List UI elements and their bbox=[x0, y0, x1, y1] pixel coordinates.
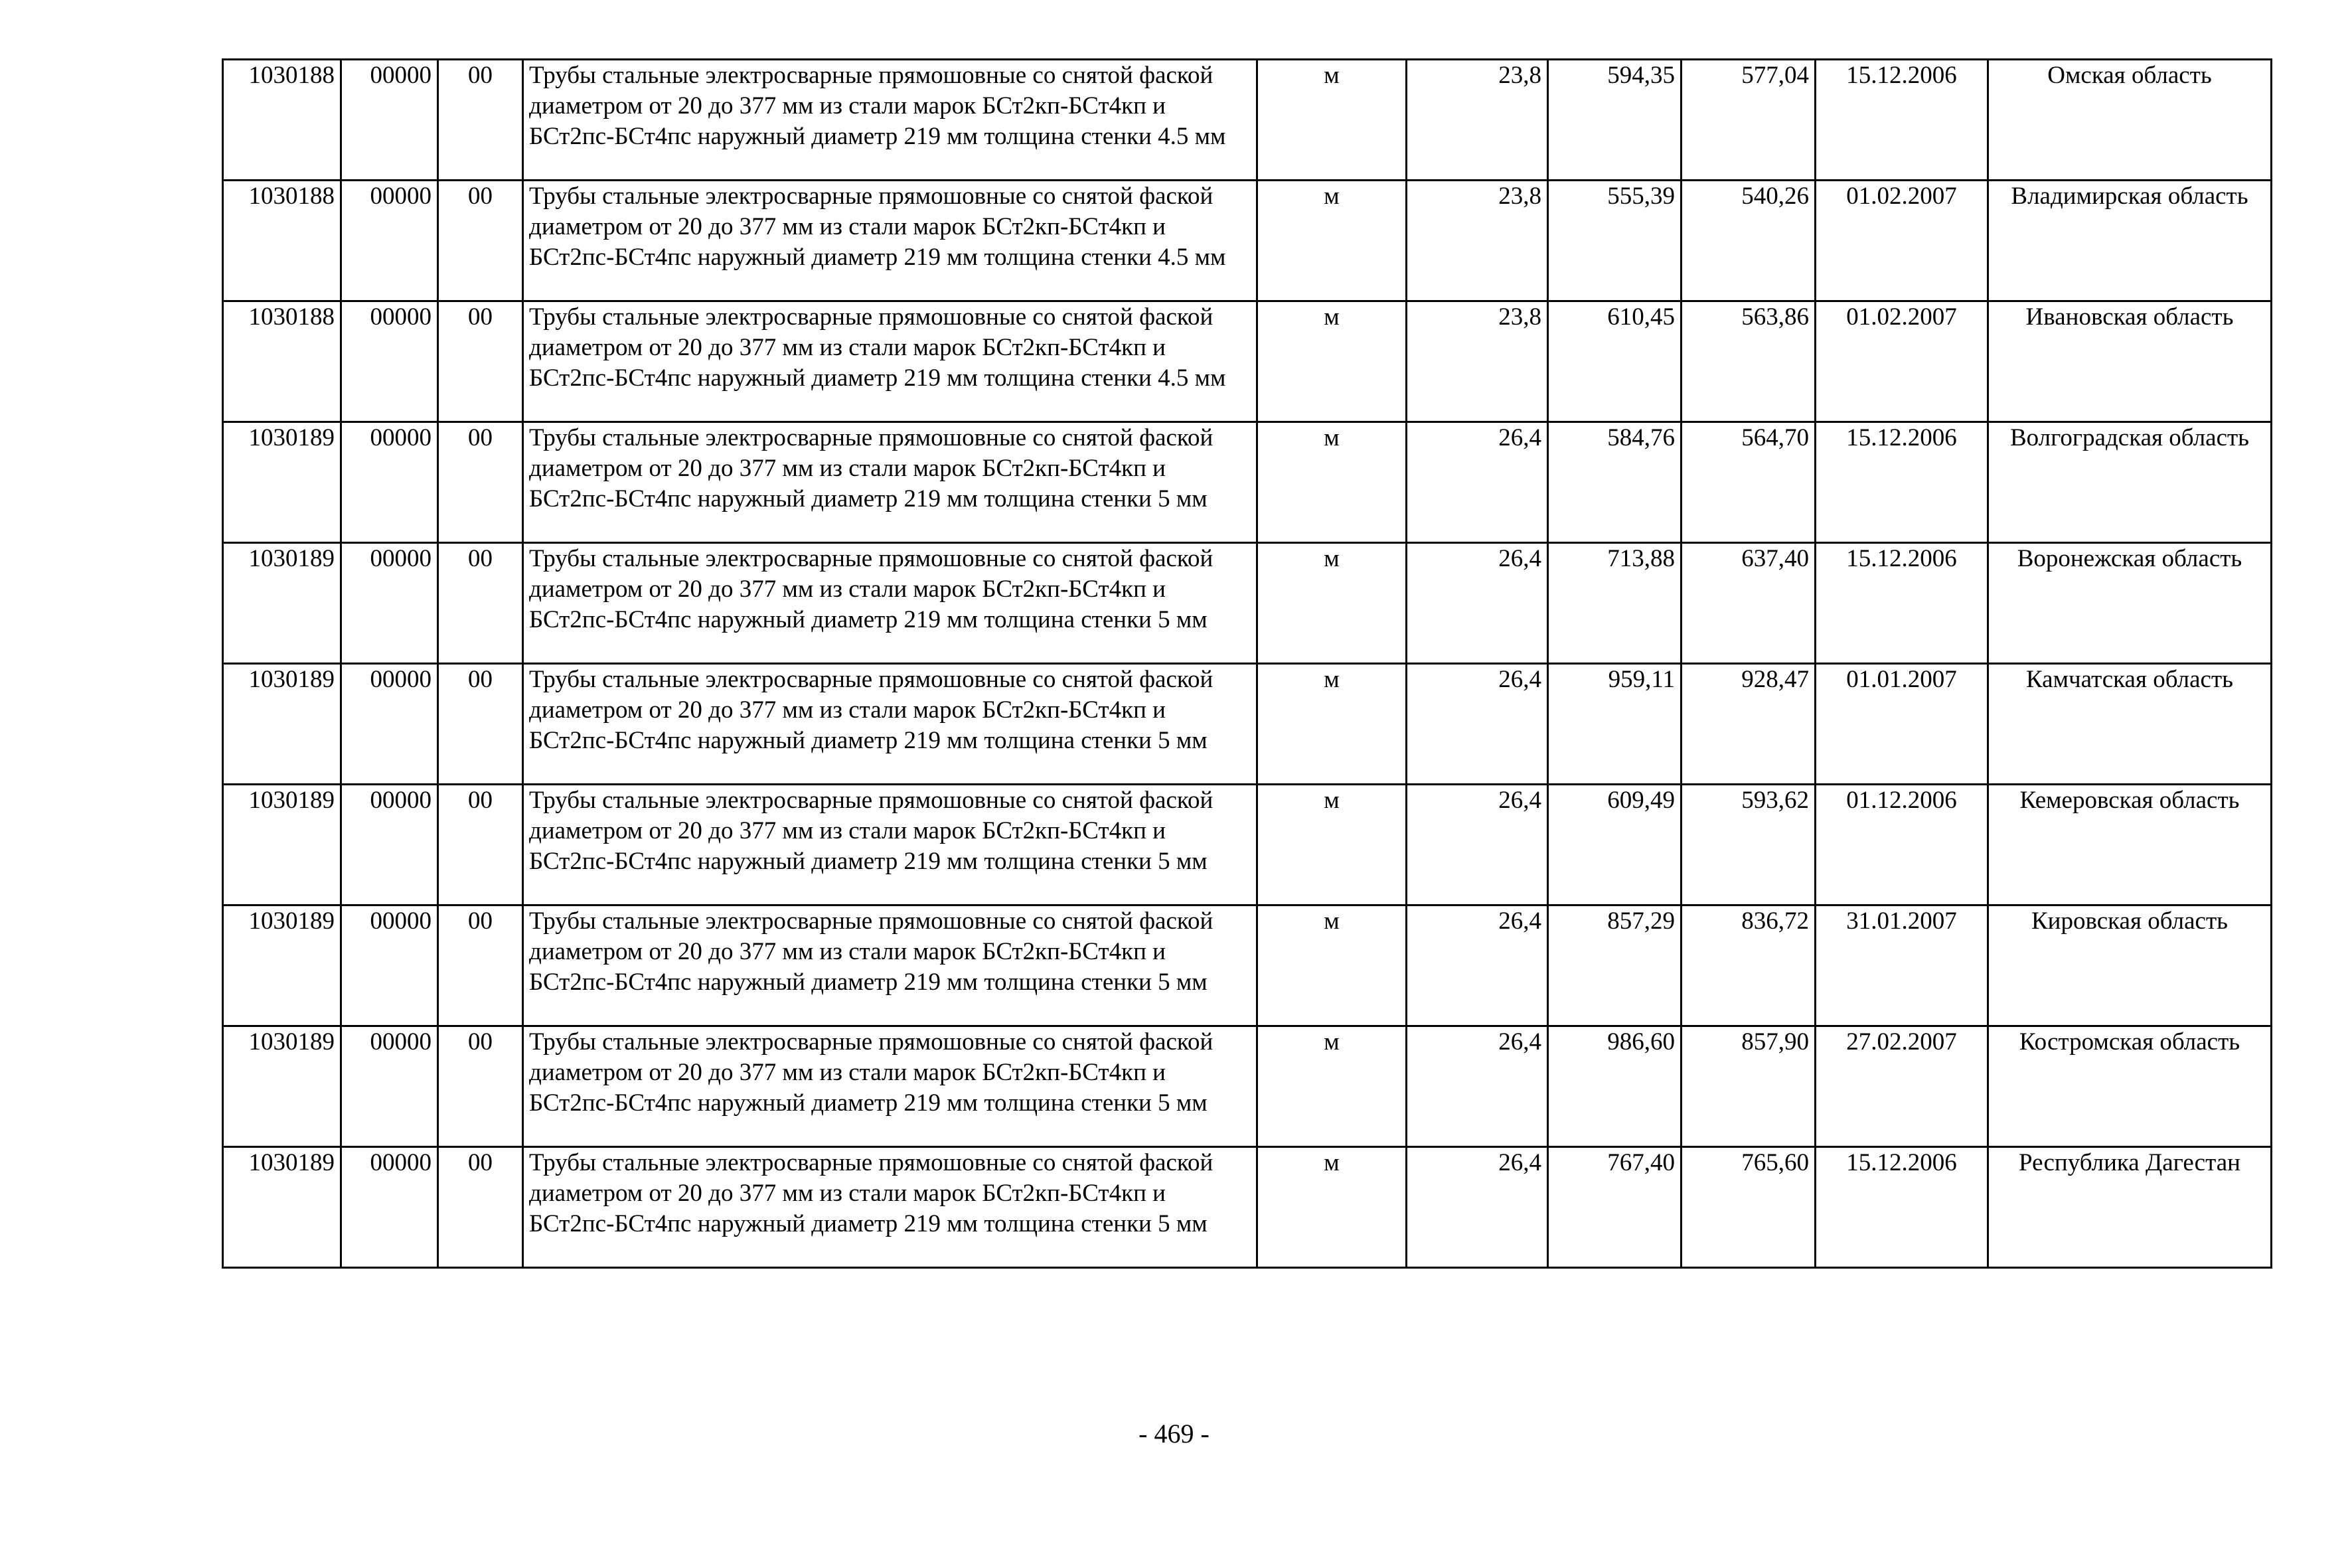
weight-cell: 26,4 bbox=[1407, 785, 1548, 905]
class-code-cell: 00 bbox=[438, 543, 523, 664]
class-code-cell: 00 bbox=[438, 1026, 523, 1147]
weight-cell: 26,4 bbox=[1407, 905, 1548, 1026]
sub-code-cell: 00000 bbox=[341, 785, 438, 905]
table-row bbox=[223, 181, 2272, 301]
unit-cell: м bbox=[1257, 905, 1407, 1026]
resource-name-cell: Трубы стальные электросварные прямошовные со снятой фаской диаметром от 20 до 377 мм из стали марок БСт2кп-БСт4кп и БСт2пс-БСт4пс наружный диаметр 219 мм толщина стенки 5 мм bbox=[523, 1026, 1257, 1147]
resource-name-cell: Трубы стальные электросварные прямошовные со снятой фаской диаметром от 20 до 377 мм из стали марок БСт2кп-БСт4кп и БСт2пс-БСт4пс наружный диаметр 219 мм толщина стенки 4.5 мм bbox=[523, 60, 1257, 181]
region-cell: Волгоградская область bbox=[1988, 422, 2272, 543]
page-number: - 469 - bbox=[1138, 1419, 1210, 1449]
weight-cell: 26,4 bbox=[1407, 664, 1548, 785]
table-row bbox=[223, 543, 2272, 664]
resource-code-cell: 1030189 bbox=[223, 1026, 341, 1147]
resource-name-cell: Трубы стальные электросварные прямошовные со снятой фаской диаметром от 20 до 377 мм из стали марок БСт2кп-БСт4кп и БСт2пс-БСт4пс наружный диаметр 219 мм толщина стенки 5 мм bbox=[523, 1147, 1257, 1268]
weight-cell: 26,4 bbox=[1407, 422, 1548, 543]
resource-name-cell: Трубы стальные электросварные прямошовные со снятой фаской диаметром от 20 до 377 мм из стали марок БСт2кп-БСт4кп и БСт2пс-БСт4пс наружный диаметр 219 мм толщина стенки 5 мм bbox=[523, 664, 1257, 785]
price-cell: 857,90 bbox=[1682, 1026, 1816, 1147]
date-cell: 15.12.2006 bbox=[1816, 1147, 1988, 1268]
unit-cell: м bbox=[1257, 422, 1407, 543]
date-cell: 15.12.2006 bbox=[1816, 543, 1988, 664]
price-cell: 857,29 bbox=[1548, 905, 1682, 1026]
date-cell: 15.12.2006 bbox=[1816, 422, 1988, 543]
region-cell: Кемеровская область bbox=[1988, 785, 2272, 905]
date-cell: 01.12.2006 bbox=[1816, 785, 1988, 905]
table-row bbox=[223, 905, 2272, 1026]
sub-code-cell: 00000 bbox=[341, 543, 438, 664]
sub-code-cell: 00000 bbox=[341, 1026, 438, 1147]
region-cell: Кировская область bbox=[1988, 905, 2272, 1026]
resource-name-cell: Трубы стальные электросварные прямошовные со снятой фаской диаметром от 20 до 377 мм из стали марок БСт2кп-БСт4кп и БСт2пс-БСт4пс наружный диаметр 219 мм толщина стенки 5 мм bbox=[523, 543, 1257, 664]
region-cell: Республика Дагестан bbox=[1988, 1147, 2272, 1268]
price-cell: 564,70 bbox=[1682, 422, 1816, 543]
table-row bbox=[223, 785, 2272, 905]
resource-code-cell: 1030189 bbox=[223, 422, 341, 543]
unit-cell: м bbox=[1257, 301, 1407, 422]
region-cell: Воронежская область bbox=[1988, 543, 2272, 664]
weight-cell: 26,4 bbox=[1407, 1147, 1548, 1268]
table-row bbox=[223, 301, 2272, 422]
region-cell: Камчатская область bbox=[1988, 664, 2272, 785]
resource-name-cell: Трубы стальные электросварные прямошовные со снятой фаской диаметром от 20 до 377 мм из стали марок БСт2кп-БСт4кп и БСт2пс-БСт4пс наружный диаметр 219 мм толщина стенки 5 мм bbox=[523, 785, 1257, 905]
table-row bbox=[223, 664, 2272, 785]
sub-code-cell: 00000 bbox=[341, 301, 438, 422]
resource-name-cell: Трубы стальные электросварные прямошовные со снятой фаской диаметром от 20 до 377 мм из стали марок БСт2кп-БСт4кп и БСт2пс-БСт4пс наружный диаметр 219 мм толщина стенки 4.5 мм bbox=[523, 301, 1257, 422]
class-code-cell: 00 bbox=[438, 60, 523, 181]
price-cell: 593,62 bbox=[1682, 785, 1816, 905]
date-cell: 27.02.2007 bbox=[1816, 1026, 1988, 1147]
sub-code-cell: 00000 bbox=[341, 60, 438, 181]
price-cell: 563,86 bbox=[1682, 301, 1816, 422]
sub-code-cell: 00000 bbox=[341, 1147, 438, 1268]
unit-cell: м bbox=[1257, 1026, 1407, 1147]
resource-code-cell: 1030188 bbox=[223, 60, 341, 181]
price-cell: 713,88 bbox=[1548, 543, 1682, 664]
class-code-cell: 00 bbox=[438, 301, 523, 422]
weight-cell: 26,4 bbox=[1407, 1026, 1548, 1147]
region-cell: Владимирская область bbox=[1988, 181, 2272, 301]
price-cell: 986,60 bbox=[1548, 1026, 1682, 1147]
resource-name-cell: Трубы стальные электросварные прямошовные со снятой фаской диаметром от 20 до 377 мм из стали марок БСт2кп-БСт4кп и БСт2пс-БСт4пс наружный диаметр 219 мм толщина стенки 5 мм bbox=[523, 422, 1257, 543]
class-code-cell: 00 bbox=[438, 181, 523, 301]
date-cell: 01.02.2007 bbox=[1816, 181, 1988, 301]
price-cell: 959,11 bbox=[1548, 664, 1682, 785]
table-row bbox=[223, 60, 2272, 181]
class-code-cell: 00 bbox=[438, 1147, 523, 1268]
unit-cell: м bbox=[1257, 543, 1407, 664]
unit-cell: м bbox=[1257, 1147, 1407, 1268]
date-cell: 01.01.2007 bbox=[1816, 664, 1988, 785]
region-cell: Костромская область bbox=[1988, 1026, 2272, 1147]
unit-cell: м bbox=[1257, 181, 1407, 301]
region-cell: Ивановская область bbox=[1988, 301, 2272, 422]
resource-code-cell: 1030189 bbox=[223, 785, 341, 905]
resource-code-cell: 1030189 bbox=[223, 1147, 341, 1268]
class-code-cell: 00 bbox=[438, 664, 523, 785]
resource-code-cell: 1030189 bbox=[223, 664, 341, 785]
price-cell: 765,60 bbox=[1682, 1147, 1816, 1268]
unit-cell: м bbox=[1257, 60, 1407, 181]
resource-name-cell: Трубы стальные электросварные прямошовные со снятой фаской диаметром от 20 до 377 мм из стали марок БСт2кп-БСт4кп и БСт2пс-БСт4пс наружный диаметр 219 мм толщина стенки 5 мм bbox=[523, 905, 1257, 1026]
price-cell: 584,76 bbox=[1548, 422, 1682, 543]
price-table bbox=[222, 58, 2272, 1269]
class-code-cell: 00 bbox=[438, 785, 523, 905]
region-cell: Омская область bbox=[1988, 60, 2272, 181]
price-cell: 577,04 bbox=[1682, 60, 1816, 181]
price-cell: 555,39 bbox=[1548, 181, 1682, 301]
class-code-cell: 00 bbox=[438, 905, 523, 1026]
price-cell: 610,45 bbox=[1548, 301, 1682, 422]
resource-name-cell: Трубы стальные электросварные прямошовные со снятой фаской диаметром от 20 до 377 мм из стали марок БСт2кп-БСт4кп и БСт2пс-БСт4пс наружный диаметр 219 мм толщина стенки 4.5 мм bbox=[523, 181, 1257, 301]
date-cell: 01.02.2007 bbox=[1816, 301, 1988, 422]
weight-cell: 23,8 bbox=[1407, 181, 1548, 301]
price-cell: 637,40 bbox=[1682, 543, 1816, 664]
price-cell: 540,26 bbox=[1682, 181, 1816, 301]
resource-code-cell: 1030188 bbox=[223, 301, 341, 422]
sub-code-cell: 00000 bbox=[341, 181, 438, 301]
table-row bbox=[223, 422, 2272, 543]
sub-code-cell: 00000 bbox=[341, 905, 438, 1026]
date-cell: 15.12.2006 bbox=[1816, 60, 1988, 181]
unit-cell: м bbox=[1257, 664, 1407, 785]
resource-code-cell: 1030189 bbox=[223, 543, 341, 664]
table-row bbox=[223, 1147, 2272, 1268]
unit-cell: м bbox=[1257, 785, 1407, 905]
resource-code-cell: 1030188 bbox=[223, 181, 341, 301]
resource-code-cell: 1030189 bbox=[223, 905, 341, 1026]
sub-code-cell: 00000 bbox=[341, 664, 438, 785]
weight-cell: 26,4 bbox=[1407, 543, 1548, 664]
price-cell: 767,40 bbox=[1548, 1147, 1682, 1268]
price-cell: 594,35 bbox=[1548, 60, 1682, 181]
sub-code-cell: 00000 bbox=[341, 422, 438, 543]
weight-cell: 23,8 bbox=[1407, 60, 1548, 181]
date-cell: 31.01.2007 bbox=[1816, 905, 1988, 1026]
price-cell: 836,72 bbox=[1682, 905, 1816, 1026]
weight-cell: 23,8 bbox=[1407, 301, 1548, 422]
price-cell: 609,49 bbox=[1548, 785, 1682, 905]
class-code-cell: 00 bbox=[438, 422, 523, 543]
price-cell: 928,47 bbox=[1682, 664, 1816, 785]
table-row bbox=[223, 1026, 2272, 1147]
